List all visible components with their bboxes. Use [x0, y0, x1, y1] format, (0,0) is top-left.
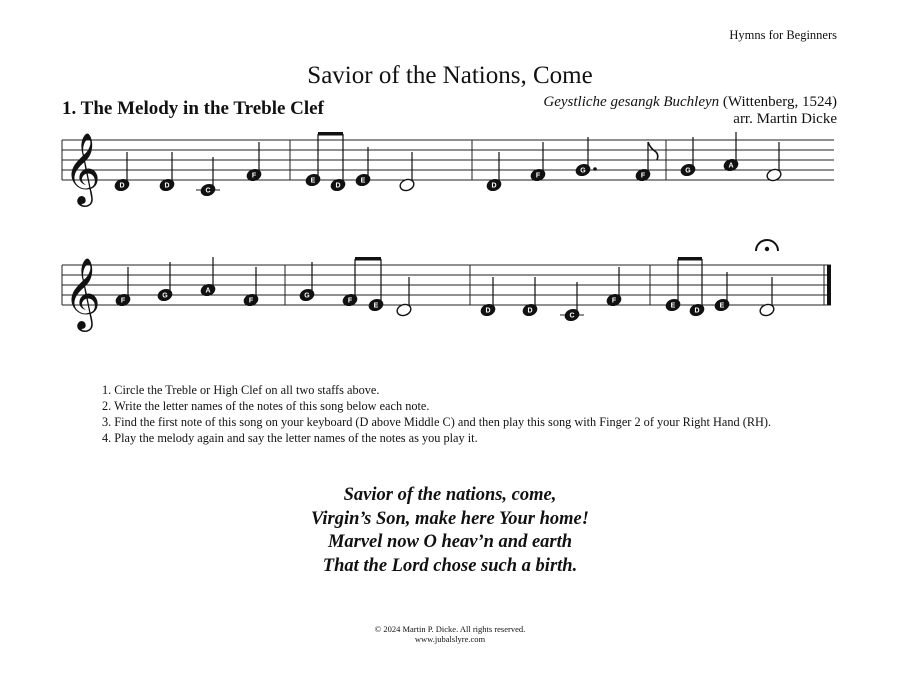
arranger: arr. Martin Dicke — [733, 111, 837, 127]
note-letter: D — [694, 307, 700, 315]
note-letter: E — [360, 177, 366, 185]
note-letter: F — [640, 172, 646, 180]
note-letter: D — [401, 307, 407, 315]
beam — [318, 132, 343, 136]
section-heading: 1. The Melody in the Treble Clef — [62, 98, 324, 119]
note-flag — [648, 142, 658, 160]
treble-clef-icon[interactable]: 𝄞 — [64, 131, 101, 204]
note-letter: C — [569, 312, 575, 320]
note-letter: E — [670, 302, 676, 310]
beam — [678, 257, 702, 261]
note-letter: F — [347, 297, 353, 305]
note-letter: C — [205, 187, 211, 195]
note-letter: D — [164, 182, 170, 190]
note-letter: G — [162, 292, 168, 300]
website-link[interactable]: www.jubalslyre.com — [414, 634, 486, 644]
note-letter: A — [205, 287, 211, 295]
beam — [355, 257, 381, 261]
instruction-item: 2. Write the letter names of the notes of this song below each note. — [102, 399, 430, 413]
final-barline — [827, 265, 831, 305]
note-letter: E — [719, 302, 725, 310]
copyright: © 2024 Martin P. Dicke. All rights reserved. — [374, 624, 526, 634]
source-work: Geystliche gesangk Buchleyn — [543, 94, 720, 110]
note-letter: F — [771, 172, 777, 180]
staff-2 — [0, 245, 900, 345]
note-letter: D — [404, 182, 410, 190]
note-letter: E — [310, 177, 316, 185]
staff-1 — [0, 120, 900, 220]
note-letter: D — [527, 307, 533, 315]
lyrics — [0, 484, 900, 578]
note-letter: A — [728, 162, 734, 170]
instruction-item: 4. Play the melody again and say the letter names of the notes as you play it. — [102, 431, 478, 445]
source-line — [543, 94, 837, 111]
footer — [0, 624, 900, 644]
series-title: Hymns for Beginners — [729, 28, 837, 42]
instructions-list — [102, 382, 771, 446]
note-letter: D — [491, 182, 497, 190]
note-letter: D — [485, 307, 491, 315]
note-letter: F — [535, 172, 541, 180]
source-place-year: (Wittenberg, 1524) — [722, 94, 837, 110]
note-letter: F — [120, 297, 126, 305]
note-letter: F — [251, 172, 257, 180]
note-letter: E — [373, 302, 379, 310]
dot — [593, 167, 597, 171]
note-letter: F — [248, 297, 254, 305]
lyric-line: That the Lord chose such a birth. — [322, 555, 578, 576]
instruction-item: 1. Circle the Treble or High Clef on all two staffs above. — [102, 383, 380, 397]
note-letter: D — [764, 307, 770, 315]
lyric-line: Savior of the nations, come, — [343, 485, 557, 505]
note-letter: G — [685, 167, 691, 175]
fermata-dot — [765, 247, 769, 251]
note-letter: D — [119, 182, 125, 190]
note-letter: D — [335, 182, 341, 190]
lyric-line: Marvel now O heav’n and earth — [327, 532, 573, 552]
note-letter: G — [580, 167, 586, 175]
note-letter: G — [304, 292, 310, 300]
lyric-line: Virgin’s Son, make here Your home! — [311, 508, 589, 529]
treble-clef-icon[interactable]: 𝄞 — [64, 256, 101, 329]
instruction-item: 3. Find the first note of this song on your keyboard (D above Middle C) and then play this song with Finger 2 of your Right Hand (RH). — [102, 415, 772, 429]
page-title: Savior of the Nations, Come — [307, 62, 593, 89]
note-letter: F — [611, 297, 617, 305]
